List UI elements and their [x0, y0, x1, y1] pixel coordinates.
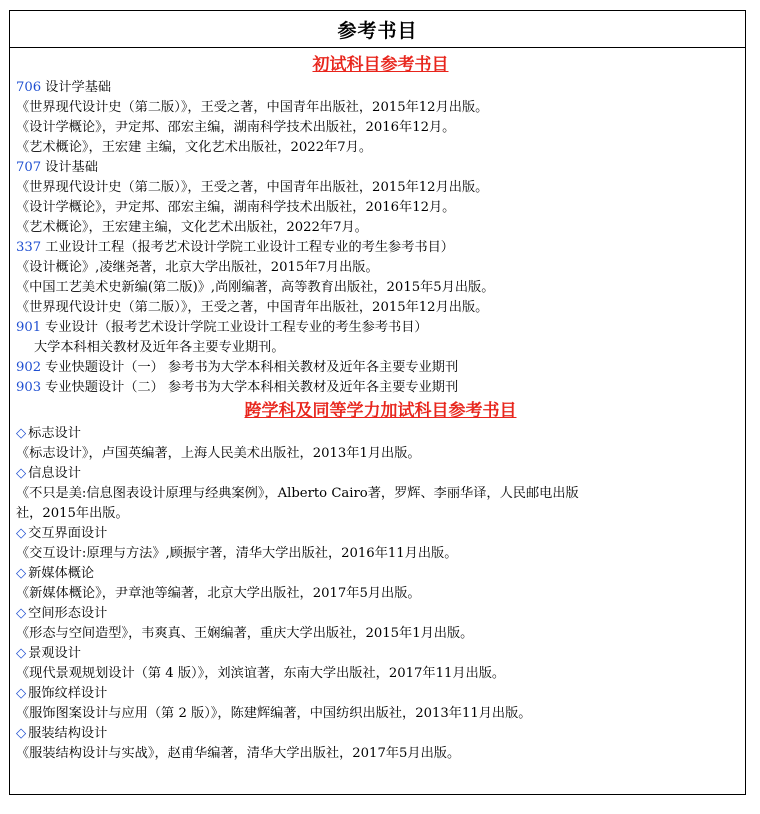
list-item [16, 358, 745, 378]
line-text: 标志设计 [28, 426, 81, 441]
subject-code: 337 [16, 240, 42, 255]
line-text: 《标志设计》，卢国英编著，上海人民美术出版社，2013年1月出版。 [16, 446, 421, 461]
list-item [16, 98, 745, 118]
line-text: 《服饰图案设计与应用（第 2 版）》，陈建辉编著，中国纺织出版社，2013年11月出版。 [16, 706, 532, 721]
line-text: 《设计学概论》，尹定邦、邵宏主编，湖南科学技术出版社，2016年12月。 [16, 200, 456, 215]
line-text: 设计基础 [45, 160, 98, 175]
line-text: 《世界现代设计史（第二版）》，王受之著，中国青年出版社，2015年12月出版。 [16, 180, 489, 195]
diamond-bullet-icon: ◇ [16, 646, 27, 661]
subject-code: 902 [16, 360, 42, 375]
list-item [16, 704, 745, 724]
diamond-bullet-icon: ◇ [16, 466, 27, 481]
list-item [16, 524, 745, 544]
section2-heading: 跨学科及同等学力加试科目参考书目 [244, 401, 517, 421]
list-item [16, 604, 745, 624]
list-item [16, 424, 745, 444]
list-item [16, 724, 745, 744]
line-text: 《交互设计:原理与方法》,顾振宇著，清华大学出版社，2016年11月出版。 [16, 546, 458, 561]
line-text: 《形态与空间造型》，韦爽真、王娴编著，重庆大学出版社，2015年1月出版。 [16, 626, 474, 641]
subject-code: 706 [16, 80, 42, 95]
subject-code: 707 [16, 160, 42, 175]
line-text: 专业快题设计（一） 参考书为大学本科相关教材及近年各主要专业期刊 [45, 360, 459, 375]
title-bar [10, 11, 745, 48]
diamond-bullet-icon: ◇ [16, 526, 27, 541]
subject-code: 901 [16, 320, 42, 335]
line-text: 服装结构设计 [28, 726, 108, 741]
diamond-bullet-icon: ◇ [16, 726, 27, 741]
list-item [16, 744, 745, 764]
list-item [16, 444, 745, 464]
line-text: 《不只是美:信息图表设计原理与经典案例》，Alberto Cairo著，罗辉、李丽华译，人民邮电出版 [16, 486, 579, 501]
list-item [16, 564, 745, 584]
line-text: 专业设计（报考艺术设计学院工业设计工程专业的考生参考书目） [45, 320, 428, 335]
line-text: 交互界面设计 [28, 526, 108, 541]
line-text: 服饰纹样设计 [28, 686, 108, 701]
diamond-bullet-icon: ◇ [16, 426, 27, 441]
list-item [16, 544, 745, 564]
list-item [16, 378, 745, 398]
line-text: 景观设计 [28, 646, 81, 661]
list-item [16, 664, 745, 684]
line-text: 《设计概论》,凌继尧著，北京大学出版社，2015年7月出版。 [16, 260, 379, 275]
line-text: 《服装结构设计与实战》，赵甫华编著，清华大学出版社，2017年5月出版。 [16, 746, 461, 761]
reference-table [9, 10, 746, 795]
line-text: 专业快题设计（二） 参考书为大学本科相关教材及近年各主要专业期刊 [45, 380, 459, 395]
line-text: 《世界现代设计史（第二版）》，王受之著，中国青年出版社，2015年12月出版。 [16, 100, 489, 115]
list-item [16, 78, 745, 98]
section1-heading: 初试科目参考书目 [312, 55, 449, 75]
list-item [16, 504, 745, 524]
list-item [16, 278, 745, 298]
line-text: 大学本科相关教材及近年各主要专业期刊。 [34, 340, 285, 355]
list-item [16, 584, 745, 604]
line-text: 《新媒体概论》，尹章池等编著，北京大学出版社，2017年5月出版。 [16, 586, 421, 601]
list-item [16, 258, 745, 278]
line-text: 社，2015年出版。 [16, 506, 129, 521]
line-text: 设计学基础 [45, 80, 112, 95]
line-text: 新媒体概论 [28, 566, 95, 581]
list-item [16, 464, 745, 484]
subject-code: 903 [16, 380, 42, 395]
diamond-bullet-icon: ◇ [16, 686, 27, 701]
list-item [16, 158, 745, 178]
line-text: 《设计学概论》，尹定邦、邵宏主编，湖南科学技术出版社，2016年12月。 [16, 120, 456, 135]
diamond-bullet-icon: ◇ [16, 606, 27, 621]
line-text: 信息设计 [28, 466, 81, 481]
line-text: 《艺术概论》，王宏建 主编，文化艺术出版社，2022年7月。 [16, 140, 373, 155]
list-item [16, 684, 745, 704]
list-item [16, 198, 745, 218]
list-item [16, 298, 745, 318]
content-area [10, 48, 745, 764]
list-item [16, 218, 745, 238]
line-text: 工业设计工程（报考艺术设计学院工业设计工程专业的考生参考书目） [45, 240, 454, 255]
diamond-bullet-icon: ◇ [16, 566, 27, 581]
list-item [16, 318, 745, 338]
list-item [16, 624, 745, 644]
line-text: 空间形态设计 [28, 606, 108, 621]
list-item [16, 118, 745, 138]
list-item [16, 238, 745, 258]
section2-list [16, 424, 745, 764]
line-text: 《艺术概论》，王宏建主编，文化艺术出版社，2022年7月。 [16, 220, 368, 235]
line-text: 《中国工艺美术史新编(第二版)》,尚刚编著，高等教育出版社，2015年5月出版。 [16, 280, 495, 295]
list-item [16, 644, 745, 664]
line-text: 《现代景观规划设计（第 4 版）》，刘滨谊著，东南大学出版社，2017年11月出版。 [16, 666, 506, 681]
section1-list [16, 78, 745, 398]
page-title: 参考书目 [337, 19, 418, 42]
list-item [16, 338, 745, 358]
list-item [16, 178, 745, 198]
list-item [16, 484, 745, 504]
line-text: 《世界现代设计史（第二版）》，王受之著，中国青年出版社，2015年12月出版。 [16, 300, 489, 315]
list-item [16, 138, 745, 158]
